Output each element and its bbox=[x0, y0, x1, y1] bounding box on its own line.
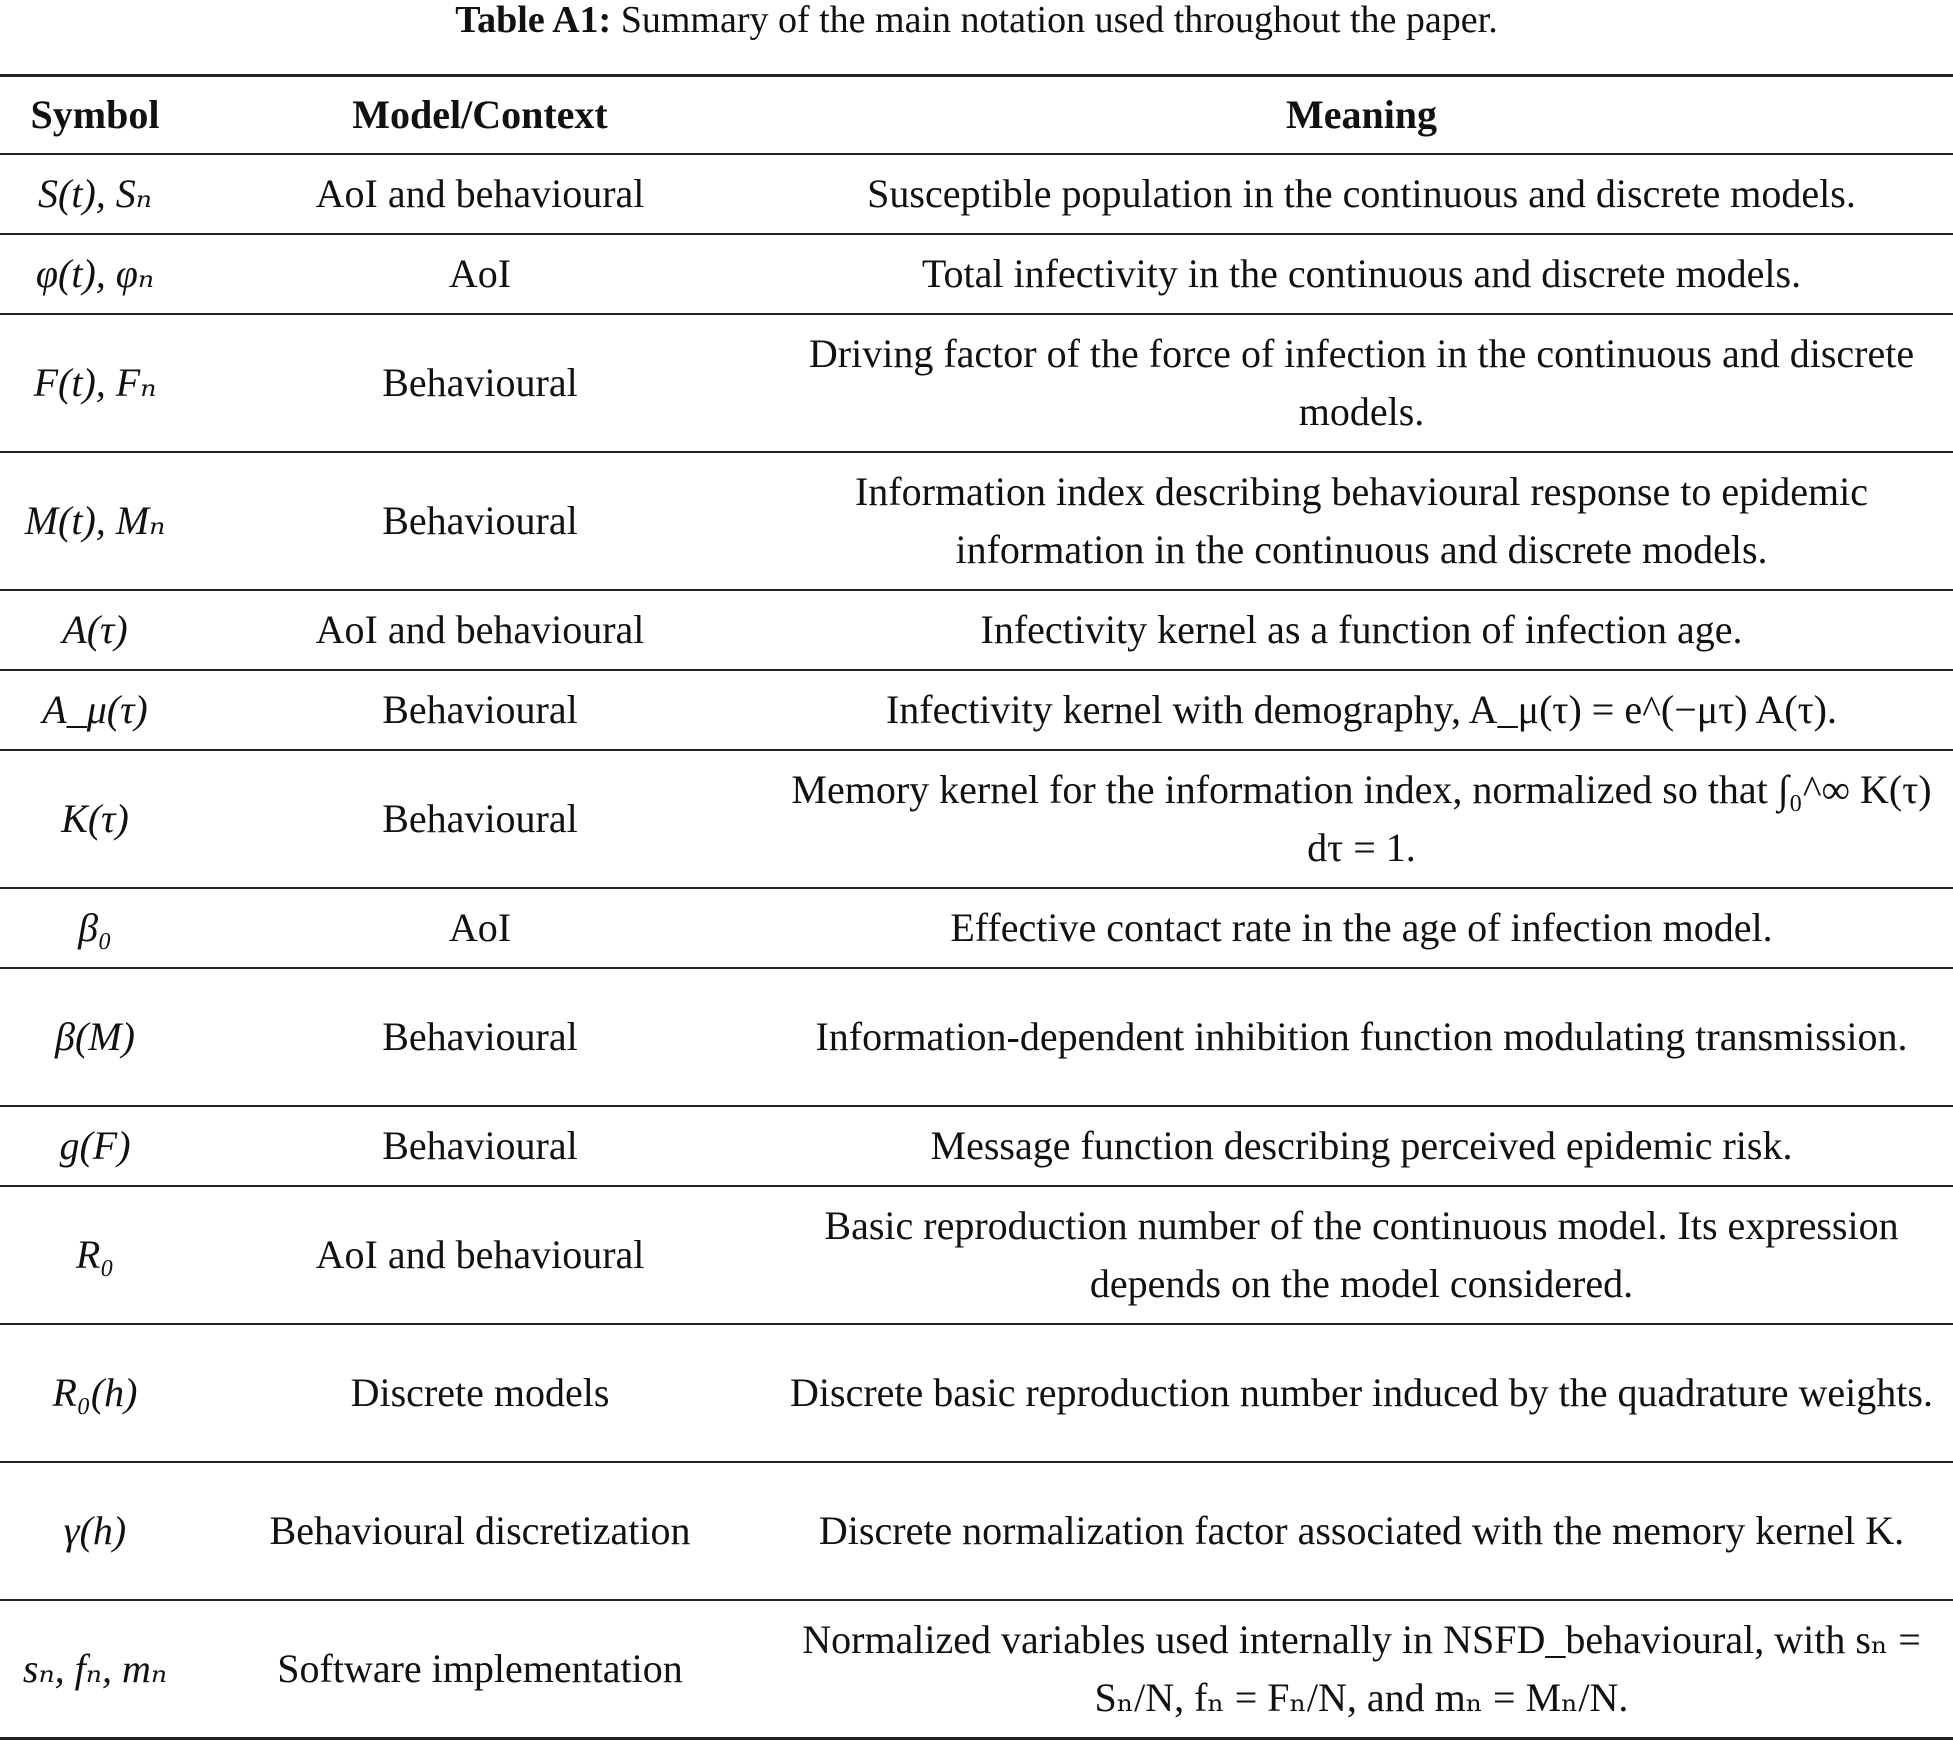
table-row bbox=[0, 234, 1953, 314]
table-row bbox=[0, 968, 1953, 1106]
symbol-cell: K(τ) bbox=[0, 750, 190, 888]
symbol-cell: M(t), Mₙ bbox=[0, 452, 190, 590]
context-cell: AoI and behavioural bbox=[190, 154, 770, 234]
meaning-cell: Driving factor of the force of infection in the continuous and discrete models. bbox=[770, 314, 1953, 452]
table-row bbox=[0, 590, 1953, 670]
header-context: Model/Context bbox=[190, 76, 770, 155]
symbol-cell: g(F) bbox=[0, 1106, 190, 1186]
table-row bbox=[0, 1186, 1953, 1324]
symbol-cell: A(τ) bbox=[0, 590, 190, 670]
meaning-cell: Infectivity kernel as a function of infection age. bbox=[770, 590, 1953, 670]
context-cell: Behavioural bbox=[190, 1106, 770, 1186]
context-cell: AoI bbox=[190, 234, 770, 314]
symbol-cell: φ(t), φₙ bbox=[0, 234, 190, 314]
symbol-cell: sₙ, fₙ, mₙ bbox=[0, 1600, 190, 1739]
context-cell: AoI and behavioural bbox=[190, 590, 770, 670]
context-cell: AoI and behavioural bbox=[190, 1186, 770, 1324]
symbol-cell: β₀ bbox=[0, 888, 190, 968]
meaning-cell: Effective contact rate in the age of infection model. bbox=[770, 888, 1953, 968]
table-row bbox=[0, 452, 1953, 590]
table-row bbox=[0, 750, 1953, 888]
symbol-cell: R₀(h) bbox=[0, 1324, 190, 1462]
meaning-cell: Susceptible population in the continuous and discrete models. bbox=[770, 154, 1953, 234]
table-row bbox=[0, 1600, 1953, 1739]
context-cell: Software implementation bbox=[190, 1600, 770, 1739]
table-row bbox=[0, 888, 1953, 968]
meaning-cell: Discrete basic reproduction number induced by the quadrature weights. bbox=[770, 1324, 1953, 1462]
caption-text: Summary of the main notation used throughout the paper. bbox=[620, 0, 1498, 41]
context-cell: Behavioural bbox=[190, 314, 770, 452]
meaning-cell: Information-dependent inhibition function modulating transmission. bbox=[770, 968, 1953, 1106]
meaning-cell: Memory kernel for the information index, normalized so that ∫₀^∞ K(τ) dτ = 1. bbox=[770, 750, 1953, 888]
context-cell: Behavioural bbox=[190, 452, 770, 590]
table-caption bbox=[0, 0, 1953, 46]
table-row bbox=[0, 1324, 1953, 1462]
header-meaning: Meaning bbox=[770, 76, 1953, 155]
symbol-cell: S(t), Sₙ bbox=[0, 154, 190, 234]
context-cell: Behavioural discretization bbox=[190, 1462, 770, 1600]
context-cell: AoI bbox=[190, 888, 770, 968]
notation-table-container bbox=[0, 74, 1953, 1740]
meaning-cell: Discrete normalization factor associated with the memory kernel K. bbox=[770, 1462, 1953, 1600]
context-cell: Behavioural bbox=[190, 750, 770, 888]
table-row bbox=[0, 1462, 1953, 1600]
meaning-cell: Infectivity kernel with demography, A_μ(τ) = e^(−μτ) A(τ). bbox=[770, 670, 1953, 750]
table-row bbox=[0, 670, 1953, 750]
symbol-cell: γ(h) bbox=[0, 1462, 190, 1600]
symbol-cell: R₀ bbox=[0, 1186, 190, 1324]
symbol-cell: A_μ(τ) bbox=[0, 670, 190, 750]
context-cell: Behavioural bbox=[190, 968, 770, 1106]
notation-table bbox=[0, 74, 1953, 1740]
table-row bbox=[0, 1106, 1953, 1186]
caption-label: Table A1: bbox=[455, 0, 612, 41]
header-symbol: Symbol bbox=[0, 76, 190, 155]
table-row bbox=[0, 154, 1953, 234]
symbol-cell: F(t), Fₙ bbox=[0, 314, 190, 452]
table-row bbox=[0, 314, 1953, 452]
context-cell: Discrete models bbox=[190, 1324, 770, 1462]
meaning-cell: Basic reproduction number of the continuous model. Its expression depends on the model considered. bbox=[770, 1186, 1953, 1324]
meaning-cell: Information index describing behavioural response to epidemic information in the continuous and discrete models. bbox=[770, 452, 1953, 590]
meaning-cell: Normalized variables used internally in NSFD_behavioural, with sₙ = Sₙ/N, fₙ = Fₙ/N, and mₙ = Mₙ/N. bbox=[770, 1600, 1953, 1739]
context-cell: Behavioural bbox=[190, 670, 770, 750]
meaning-cell: Message function describing perceived epidemic risk. bbox=[770, 1106, 1953, 1186]
symbol-cell: β(M) bbox=[0, 968, 190, 1106]
meaning-cell: Total infectivity in the continuous and discrete models. bbox=[770, 234, 1953, 314]
header-row bbox=[0, 76, 1953, 155]
